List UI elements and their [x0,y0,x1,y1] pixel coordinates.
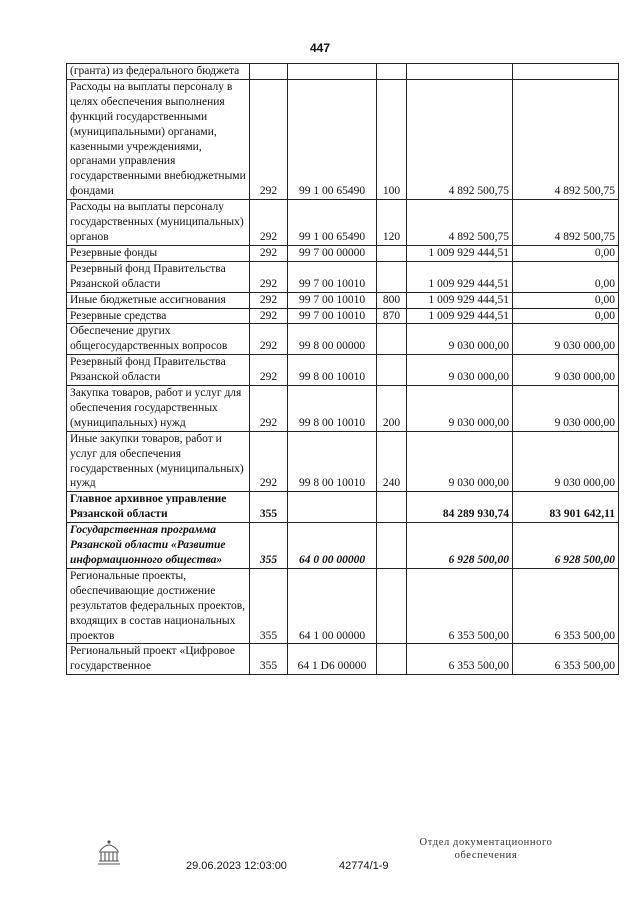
row-csr-cell [288,492,377,523]
row-csr-cell: 99 7 00 10010 [288,292,377,308]
table-row [67,431,619,492]
row-sum2-cell: 9 030 000,00 [513,355,619,386]
row-vr-cell [377,324,407,355]
table-row [67,245,619,261]
row-vr-cell: 800 [377,292,407,308]
row-sum2-cell: 4 892 500,75 [513,79,619,199]
row-sum1-cell [407,64,513,80]
row-sum1-cell: 9 030 000,00 [407,324,513,355]
row-vr-cell [377,64,407,80]
row-vr-cell: 200 [377,386,407,432]
row-sum2-cell: 0,00 [513,261,619,292]
table-row [67,292,619,308]
row-name-cell: Иные закупки товаров, работ и услуг для обеспечения государственных (муниципальных) нужд [67,431,250,492]
row-sum1-cell: 6 928 500,00 [407,523,513,569]
row-name-cell: Закупка товаров, работ и услуг для обеспечения государственных (муниципальных) нужд [67,386,250,432]
row-csr-cell: 99 8 00 00000 [288,324,377,355]
row-csr-cell: 99 8 00 10010 [288,431,377,492]
table-row [67,568,619,644]
row-sum2-cell: 9 030 000,00 [513,431,619,492]
row-ved-cell: 355 [250,523,288,569]
row-sum2-cell: 0,00 [513,292,619,308]
table-row [67,261,619,292]
row-vr-cell: 100 [377,79,407,199]
row-csr-cell: 64 1 D6 00000 [288,644,377,675]
budget-table-body [67,64,619,675]
row-vr-cell [377,523,407,569]
table-row [67,386,619,432]
row-name-cell: Резервный фонд Правительства Рязанской области [67,355,250,386]
row-ved-cell: 292 [250,386,288,432]
row-name-cell: Резервный фонд Правительства Рязанской области [67,261,250,292]
row-csr-cell: 99 7 00 10010 [288,261,377,292]
row-name-cell: Региональный проект «Цифровое государственное [67,644,250,675]
row-ved-cell: 292 [250,79,288,199]
row-ved-cell [250,64,288,80]
row-ved-cell: 292 [250,355,288,386]
row-ved-cell: 292 [250,200,288,246]
row-ved-cell: 292 [250,292,288,308]
row-vr-cell [377,355,407,386]
row-sum1-cell: 1 009 929 444,51 [407,261,513,292]
row-name-cell: Расходы на выплаты персоналу в целях обеспечения выполнения функций государственными (муниципальными) органами, казенными учреждениями, органами управления государственными внебюджетными фондами [67,79,250,199]
row-vr-cell: 120 [377,200,407,246]
row-name-cell: Главное архивное управление Рязанской области [67,492,250,523]
footer-dept-line2: обеспечения [454,850,518,861]
table-row [67,308,619,324]
row-sum1-cell: 4 892 500,75 [407,200,513,246]
row-sum1-cell: 6 353 500,00 [407,644,513,675]
table-row [67,79,619,199]
row-name-cell: Резервные фонды [67,245,250,261]
table-row [67,355,619,386]
row-sum2-cell: 9 030 000,00 [513,386,619,432]
row-sum1-cell: 9 030 000,00 [407,355,513,386]
row-sum2-cell: 6 353 500,00 [513,568,619,644]
row-ved-cell: 355 [250,568,288,644]
row-sum1-cell: 9 030 000,00 [407,386,513,432]
row-vr-cell [377,644,407,675]
row-sum1-cell: 1 009 929 444,51 [407,292,513,308]
row-sum2-cell: 4 892 500,75 [513,200,619,246]
row-ved-cell: 292 [250,431,288,492]
row-name-cell: Государственная программа Рязанской области «Развитие информационного общества» [67,523,250,569]
row-sum2-cell [513,64,619,80]
row-ved-cell: 292 [250,308,288,324]
row-name-cell: Иные бюджетные ассигнования [67,292,250,308]
row-name-cell: (гранта) из федерального бюджета [67,64,250,80]
footer-dept-line1: Отдел документационного [419,837,553,848]
row-vr-cell [377,492,407,523]
footer-datetime: 29.06.2023 12:03:00 [186,860,287,872]
row-sum1-cell: 9 030 000,00 [407,431,513,492]
row-vr-cell [377,568,407,644]
table-row [67,644,619,675]
row-ved-cell: 292 [250,261,288,292]
row-csr-cell: 64 0 00 00000 [288,523,377,569]
row-sum2-cell: 0,00 [513,245,619,261]
row-vr-cell [377,245,407,261]
row-sum1-cell: 4 892 500,75 [407,79,513,199]
row-sum1-cell: 84 289 930,74 [407,492,513,523]
table-row [67,64,619,80]
row-sum2-cell: 9 030 000,00 [513,324,619,355]
row-csr-cell: 99 7 00 00000 [288,245,377,261]
footer-department-stamp [396,836,576,862]
row-sum1-cell: 1 009 929 444,51 [407,245,513,261]
row-csr-cell [288,64,377,80]
row-sum1-cell: 1 009 929 444,51 [407,308,513,324]
row-sum2-cell: 83 901 642,11 [513,492,619,523]
table-row [67,523,619,569]
row-ved-cell: 355 [250,492,288,523]
row-csr-cell: 99 8 00 10010 [288,355,377,386]
row-name-cell: Резервные средства [67,308,250,324]
row-vr-cell: 870 [377,308,407,324]
page-number: 447 [309,41,331,55]
row-csr-cell: 64 1 00 00000 [288,568,377,644]
row-csr-cell: 99 8 00 10010 [288,386,377,432]
row-vr-cell [377,261,407,292]
row-csr-cell: 99 7 00 10010 [288,308,377,324]
row-ved-cell: 292 [250,245,288,261]
row-sum2-cell: 0,00 [513,308,619,324]
row-sum2-cell: 6 353 500,00 [513,644,619,675]
table-row [67,492,619,523]
table-row [67,324,619,355]
row-ved-cell: 292 [250,324,288,355]
duma-emblem-icon [93,835,125,867]
table-row [67,200,619,246]
row-vr-cell: 240 [377,431,407,492]
budget-table [66,63,619,675]
row-sum1-cell: 6 353 500,00 [407,568,513,644]
row-ved-cell: 355 [250,644,288,675]
footer-doc-id: 42774/1-9 [339,860,389,872]
row-name-cell: Расходы на выплаты персоналу государственных (муниципальных) органов [67,200,250,246]
row-name-cell: Обеспечение других общегосударственных вопросов [67,324,250,355]
row-sum2-cell: 6 928 500,00 [513,523,619,569]
row-name-cell: Региональные проекты, обеспечивающие достижение результатов федеральных проектов, входящих в состав национальных проектов [67,568,250,644]
row-csr-cell: 99 1 00 65490 [288,79,377,199]
row-csr-cell: 99 1 00 65490 [288,200,377,246]
